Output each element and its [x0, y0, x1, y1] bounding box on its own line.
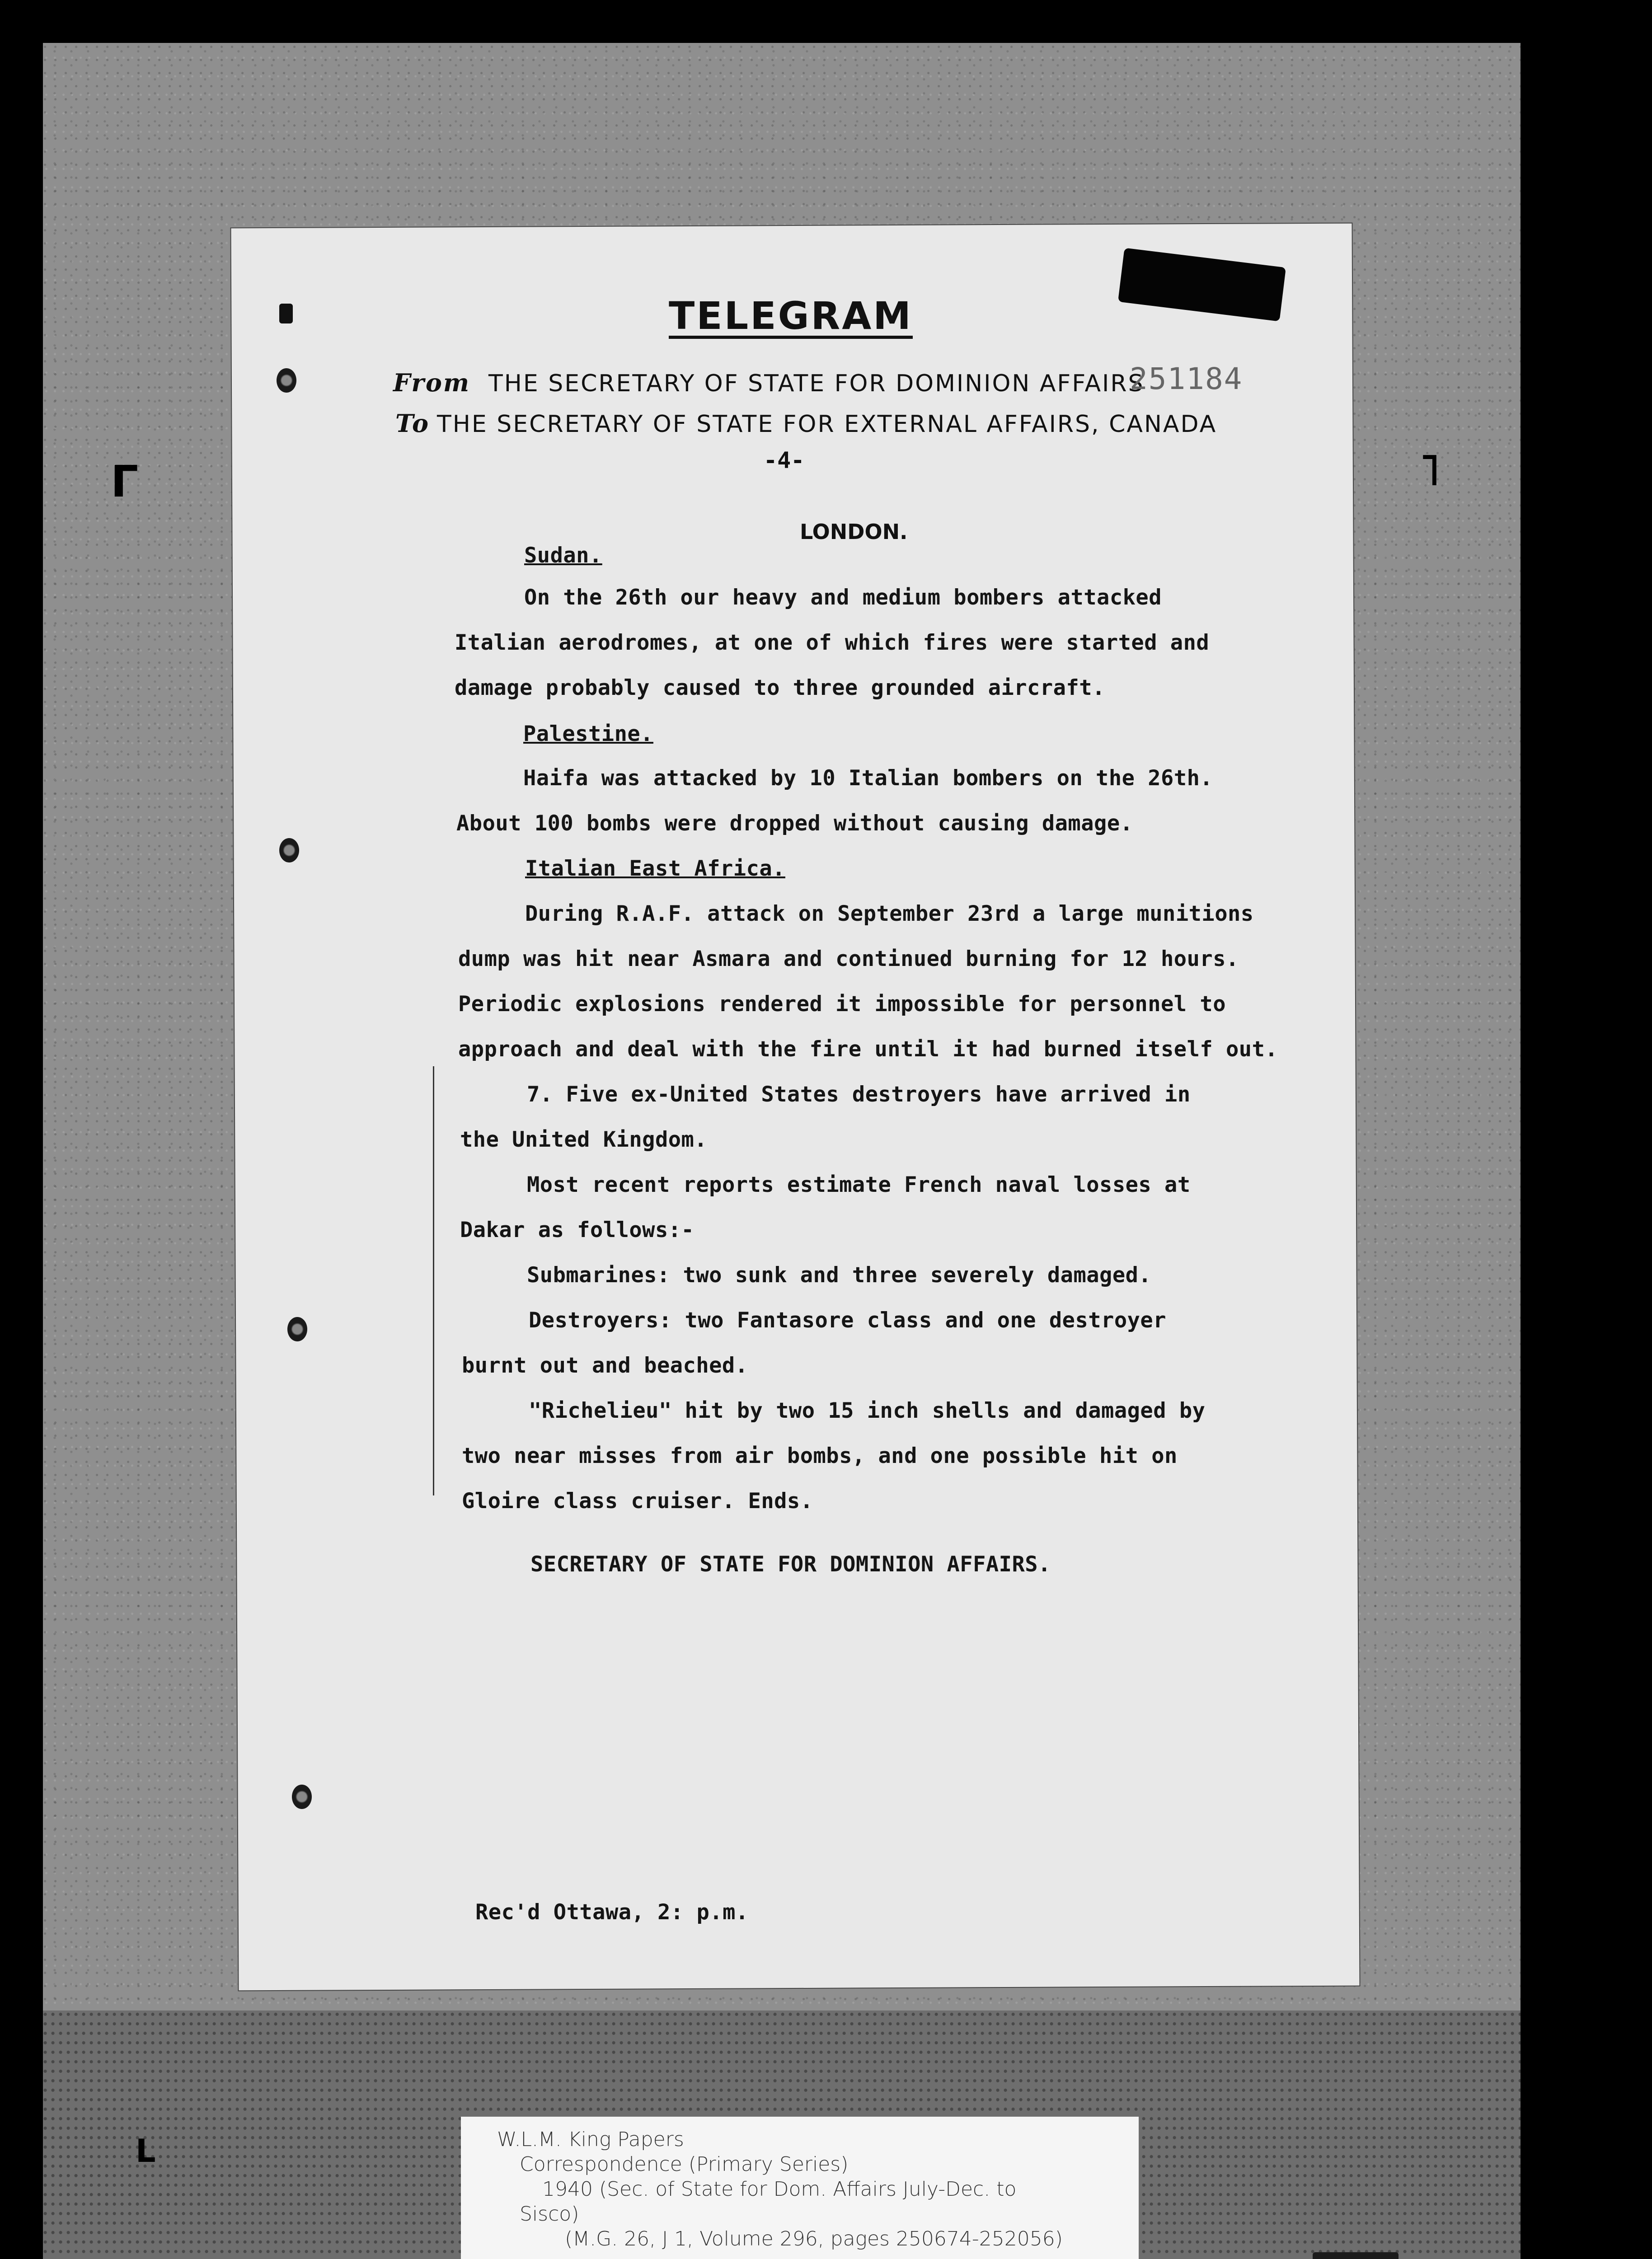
body-line: Destroyers: two Fantasore class and one destroyer — [529, 1308, 1167, 1333]
body-line: 7. Five ex-United States destroyers have arrived in — [527, 1082, 1191, 1107]
reference-number: 251184 — [1130, 361, 1243, 396]
section-heading-sudan: Sudan. — [524, 543, 602, 568]
body-line: About 100 bombs were dropped without causing damage. — [456, 811, 1133, 836]
body-line: Submarines: two sunk and three severely damaged. — [527, 1263, 1152, 1288]
signature: SECRETARY OF STATE FOR DOMINION AFFAIRS. — [530, 1552, 1051, 1577]
corner-mark: Γ — [111, 456, 139, 507]
margin-bracket — [433, 1066, 434, 1495]
body-line: approach and deal with the fire until it had burned itself out. — [458, 1037, 1278, 1062]
body-line: Gloire class cruiser. Ends. — [462, 1489, 813, 1514]
card-line: 1940 (Sec. of State for Dom. Affairs July-Dec. to — [542, 2178, 1017, 2201]
body-line: dump was hit near Asmara and continued burning for 12 hours. — [458, 947, 1239, 971]
to-value: THE SECRETARY OF STATE FOR EXTERNAL AFFAIRS, CANADA — [437, 411, 1217, 438]
punch-hole-icon — [287, 1317, 307, 1341]
archives-logo-icon — [1313, 2252, 1399, 2259]
punch-hole-icon — [277, 368, 296, 393]
body-line: Dakar as follows:- — [460, 1218, 695, 1242]
card-line: Sisco) — [520, 2203, 579, 2226]
body-line: "Richelieu" hit by two 15 inch shells and damaged by — [529, 1398, 1206, 1423]
punch-hole-icon — [292, 1785, 312, 1809]
index-card — [461, 2117, 1139, 2259]
telegram-title: TELEGRAM — [669, 296, 913, 339]
card-line: (M.G. 26, J 1, Volume 296, pages 250674-252056) — [565, 2227, 1063, 2250]
body-line: During R.A.F. attack on September 23rd a large munitions — [525, 901, 1254, 926]
section-heading-italian-east-africa: Italian East Africa. — [525, 856, 785, 881]
body-line: Italian aerodromes, at one of which fires were started and — [455, 630, 1210, 655]
from-line — [393, 368, 1145, 397]
card-line: Correspondence (Primary Series) — [520, 2153, 849, 2176]
page-marker: -4- — [764, 447, 805, 473]
body-line: the United Kingdom. — [460, 1127, 708, 1152]
card-line: W.L.M. King Papers — [497, 2128, 684, 2151]
received-stamp: Rec'd Ottawa, 2: p.m. — [475, 1900, 749, 1925]
body-line: damage probably caused to three grounded aircraft. — [455, 675, 1105, 700]
punch-hole-icon — [279, 838, 299, 862]
corner-mark: L — [136, 2132, 156, 2170]
section-heading-palestine: Palestine. — [523, 722, 653, 746]
body-line: Periodic explosions rendered it impossible for personnel to — [458, 992, 1226, 1017]
corner-mark: ˥ — [1419, 445, 1441, 496]
body-line: Most recent reports estimate French naval losses at — [527, 1172, 1191, 1197]
origin-city: LONDON. — [800, 520, 908, 544]
body-line: burnt out and beached. — [462, 1353, 748, 1378]
telegram-sheet — [231, 224, 1360, 1991]
to-label: To — [395, 409, 430, 438]
tack-icon — [279, 304, 293, 323]
body-line: two near misses from air bombs, and one possible hit on — [462, 1444, 1178, 1468]
from-value: THE SECRETARY OF STATE FOR DOMINION AFFAIRS — [488, 370, 1145, 397]
to-line — [395, 409, 1217, 438]
from-label: From — [393, 368, 470, 397]
body-line: Haifa was attacked by 10 Italian bombers on the 26th. — [523, 766, 1213, 791]
body-line: On the 26th our heavy and medium bombers attacked — [524, 585, 1162, 610]
